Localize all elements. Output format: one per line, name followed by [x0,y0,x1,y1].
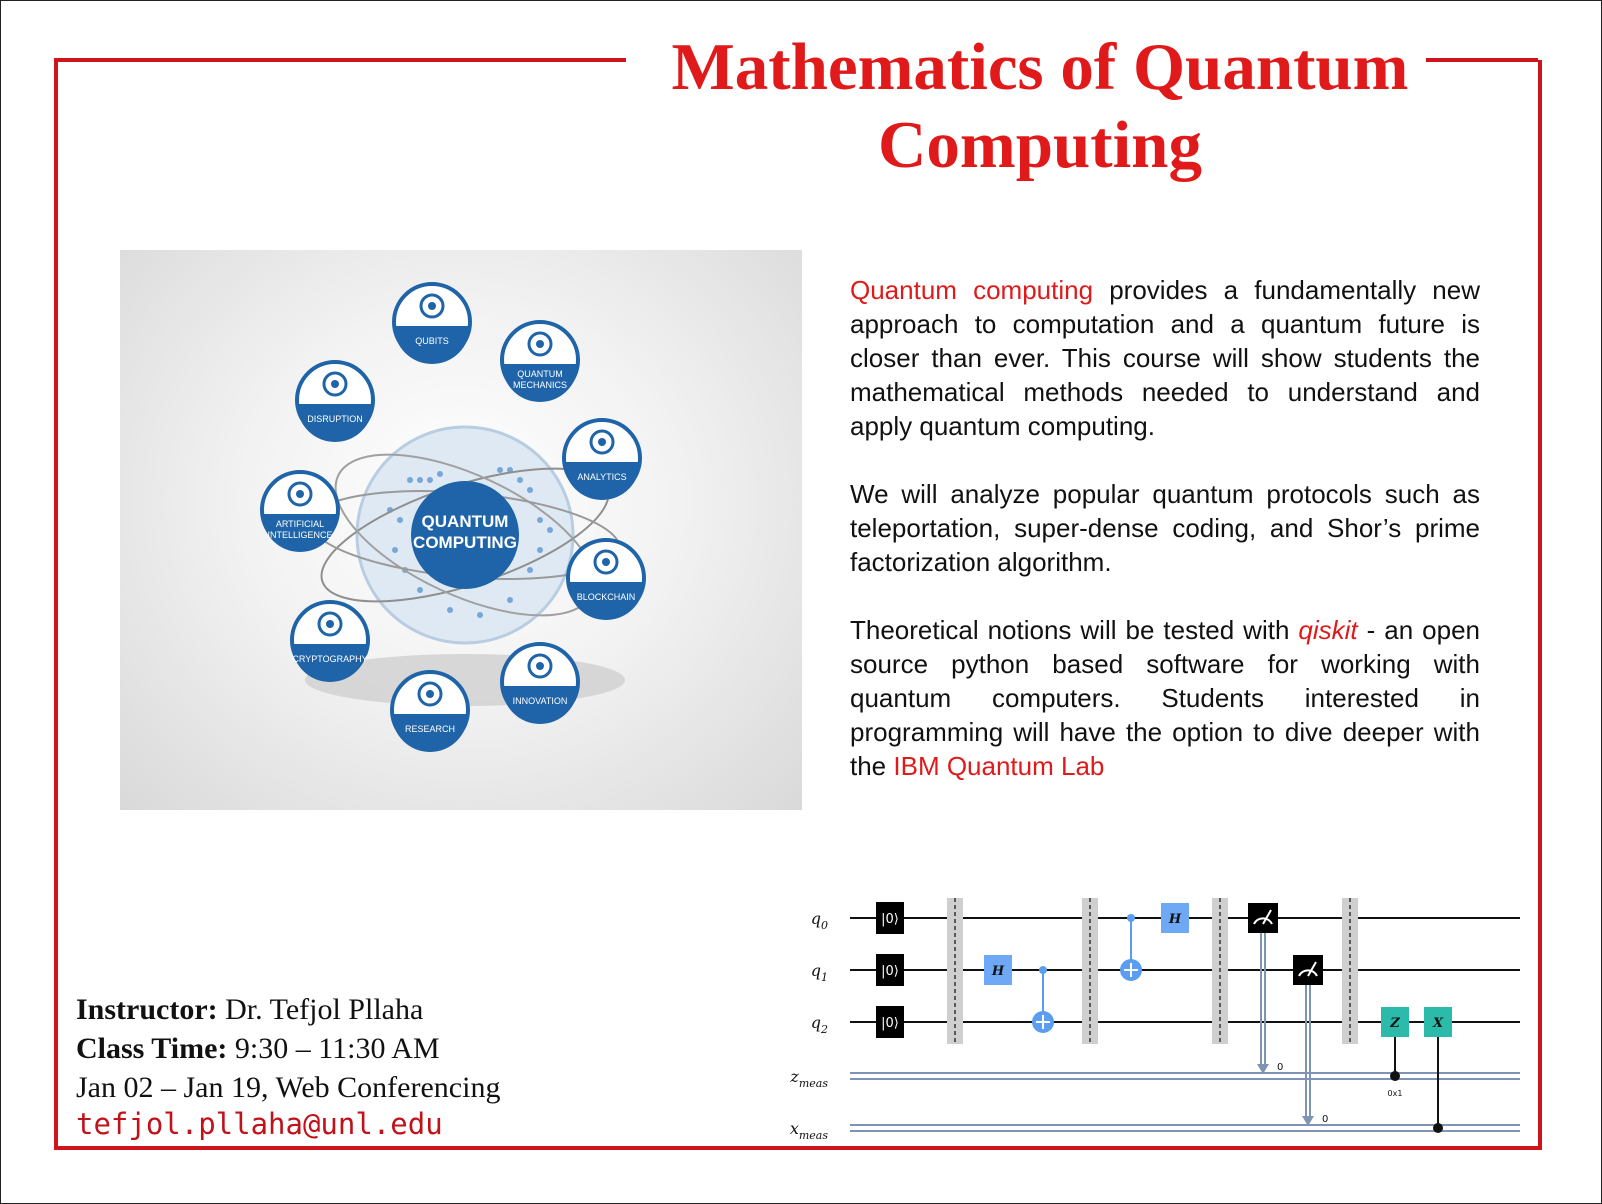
description-paragraph-1 [850,273,1480,443]
hero-node-innovation [502,644,578,724]
description-p3-mid: - an open source python based software for working with quantum computers. Students interested in programming will have the option to dive deeper with the [850,615,1481,781]
measure-q1-bit-label: 0 [1322,1114,1329,1125]
description-paragraph-3 [850,613,1480,783]
page-title [650,28,1430,184]
description-paragraph-2: We will analyze popular quantum protocols such as teleportation, super-dense coding, and Shor’s prime factorization algorithm. [850,479,1480,577]
qubit-label-0: $q_0$ [810,909,828,932]
cond-x-control [1433,1123,1443,1133]
course-description [850,273,1480,817]
hero-node-label: ANALYTICS [577,472,627,482]
quantum-computing-link[interactable]: Quantum computing [850,275,1094,305]
hero-node-label: DISRUPTION [307,414,363,424]
instructor-email-link[interactable]: tefjol.pllaha@unl.edu [76,1107,443,1141]
title-line-2: Computing [878,108,1202,182]
hero-node-disruption [297,362,373,442]
h-gate-q1-label: H [991,964,1005,979]
class-time-line [76,1029,500,1068]
hero-node-label: QUBITS [415,336,449,346]
qiskit-link[interactable]: qiskit [1298,615,1358,645]
description-p1-text: provides a fundamentally new approach to computation and a quantum future is closer than ever. This course will show students the mathematical methods needed to understand and apply quantum computing. [850,275,1480,441]
qubit-label-2: $q_2$ [810,1013,828,1036]
measure-q0-bit-label: 0 [1277,1062,1284,1073]
init-gate-label: |0⟩ [881,912,899,927]
hero-node-qubits [394,284,470,364]
class-time-label: Class Time: [76,1032,228,1065]
quantum-circuit-diagram [790,890,1530,1150]
h-gate-q0-label: H [1168,912,1182,927]
hero-node-ai [262,472,338,552]
init-gate-label: |0⟩ [881,1016,899,1031]
cond-z-label: 0x1 [1387,1089,1403,1098]
hero-node-label: RESEARCH [404,724,456,734]
title-line-1: Mathematics of Quantum [671,30,1409,104]
classical-label-0: $z_{meas}$ [790,1067,828,1090]
red-frame-top-right [1426,58,1538,62]
hero-node-label: ARTIFICIAL [275,519,325,529]
instructor-line [76,990,500,1029]
class-time-value: 9:30 – 11:30 AM [227,1032,440,1065]
z-gate-q2-label: Z [1390,1016,1400,1031]
hero-node-quantum-mechanics [502,322,578,402]
quantum-computing-illustration [120,250,802,810]
ibm-quantum-lab-link[interactable]: IBM Quantum Lab [893,751,1105,781]
hero-node-label: CRYPTOGRAPHY [292,654,368,664]
hero-node-cryptography [292,602,368,682]
class-dates: Jan 02 – Jan 19, Web Conferencing [76,1071,501,1104]
hero-node-label: INNOVATION [512,696,568,706]
cnot-q1-q2-control [1039,966,1047,974]
hero-node-analytics [564,420,640,500]
qubit-label-1: $q_1$ [810,961,828,984]
description-p3-pre: Theoretical notions will be tested with [850,615,1299,645]
hero-node-blockchain [568,540,644,620]
hero-node-label: BLOCKCHAIN [576,592,636,602]
cond-z-control [1390,1071,1400,1081]
x-gate-q2-label: X [1432,1016,1444,1031]
hero-center-line2: COMPUTING [413,533,517,552]
classical-label-1: $x_{meas}$ [790,1119,828,1142]
course-info [76,990,500,1141]
hero-node-label: INTELLIGENCE [267,530,333,540]
hero-node-label: MECHANICS [512,380,568,390]
instructor-label: Instructor: [76,993,218,1026]
hero-node-research [392,672,468,752]
init-gate-label: |0⟩ [881,964,899,979]
instructor-name: Dr. Tefjol Pllaha [217,993,424,1026]
hero-node-label: QUANTUM [517,369,563,379]
cnot-q0-q1-control [1127,914,1135,922]
red-frame-top-left [54,58,626,62]
hero-center-line1: QUANTUM [421,512,509,531]
